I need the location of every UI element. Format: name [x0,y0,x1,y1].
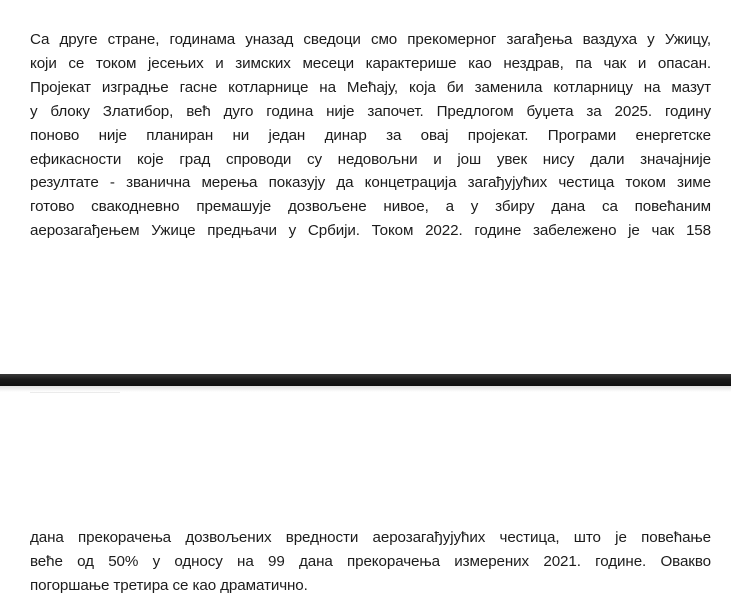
text-line: резултате - званична мерења показују да концетрација загађујућих честица током зиме [30,174,711,192]
text-line: веће од 50% у односу на 99 дана прекорачења измерених 2021. године. Овакво [30,552,711,570]
text-line: готово свакодневно премашује дозвољене нивое, а у збиру дана са повећаним [30,198,711,216]
text-line: Пројекат изградње гасне котларнице на Мећају, која би заменила котларницу на мазут [30,78,711,96]
text-line: поново није планиран ни један динар за овај пројекат. Програми енергетске [30,126,711,144]
text-line: аерозагађењем Ужице предњачи у Србији. Током 2022. године забележено је чак 158 [30,222,711,240]
text-line: Са друге стране, годинама уназад сведоци смо прекомерног загађења ваздуха у Ужицу, [30,31,711,48]
text-line: који се током јесењих и зимских месеци карактерише као нездрав, па чак и опасан. [30,54,711,72]
text-line: погоршање третира се као драматично. [30,576,308,594]
text-line: ефикасности које град спроводи су недовољни и још увек нису дали значајније [30,150,711,168]
paragraph-air-pollution [30,28,711,243]
paragraph-continuation [30,526,711,598]
page-separator [0,374,731,386]
text-line: у блоку Златибор, већ дуго година није започет. Предлогом буџета за 2025. годину [30,102,711,120]
scan-artifact [30,392,120,401]
text-line: дана прекорачења дозвољених вредности аерозагађујућих честица, што је повећање [30,529,711,546]
